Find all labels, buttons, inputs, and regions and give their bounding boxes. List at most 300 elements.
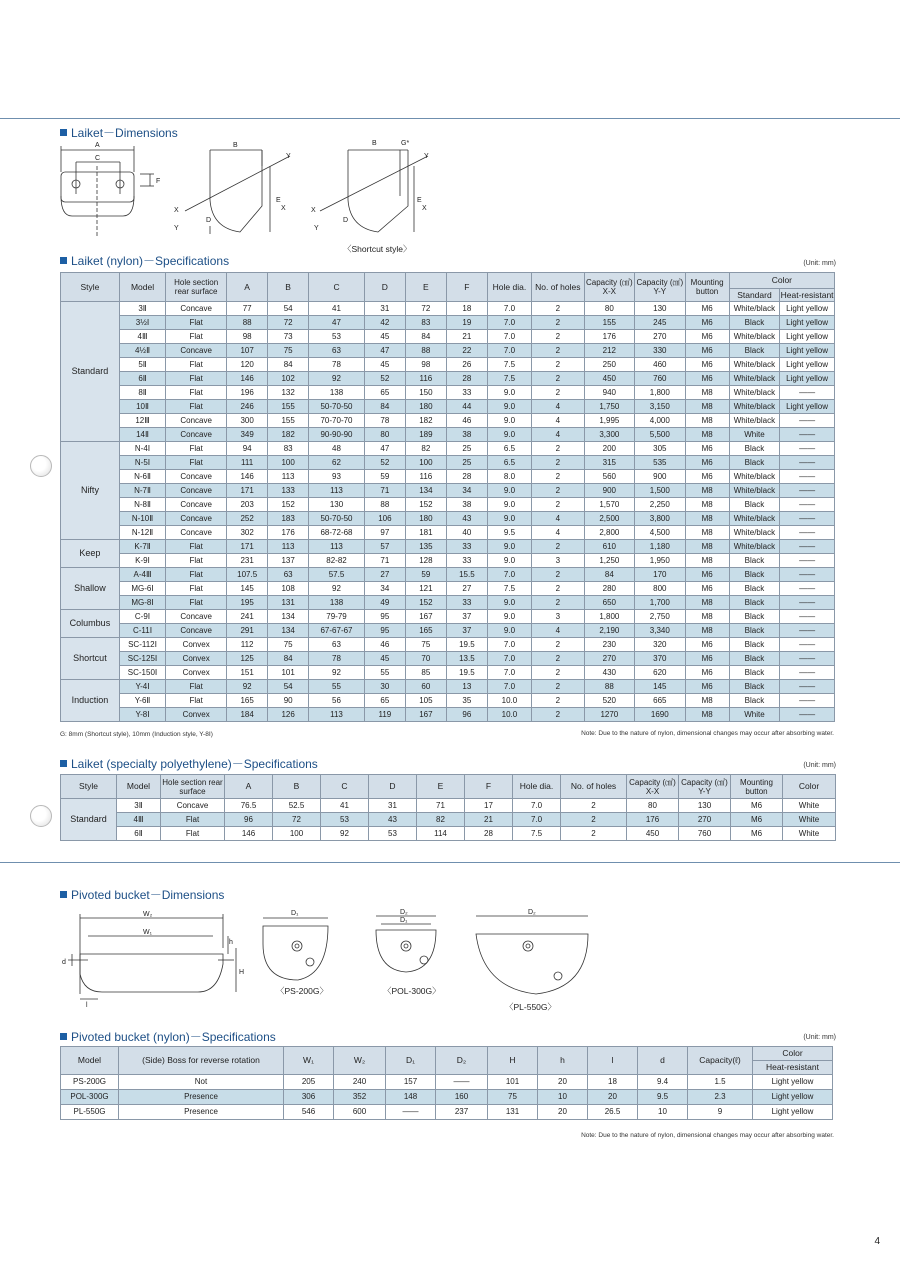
- table-cell: 121: [405, 582, 446, 596]
- table-cell: 56: [309, 694, 365, 708]
- table-cell: 4: [532, 526, 585, 540]
- table-cell: Flat: [161, 813, 225, 827]
- table-cell: M6: [685, 358, 729, 372]
- table-row: [61, 512, 835, 526]
- square-bullet-icon: [60, 257, 67, 264]
- laiket-dimension-diagrams: [50, 136, 430, 258]
- capacity-yy-label: Capacity (㎤) Y-Y: [636, 278, 684, 296]
- table-cell: 610: [584, 540, 634, 554]
- table-cell: K-7Ⅱ: [119, 540, 165, 554]
- table-cell: 45: [364, 330, 405, 344]
- table-cell: 50-70-50: [309, 512, 365, 526]
- table-cell: Flat: [166, 330, 227, 344]
- table-cell: 137: [268, 554, 309, 568]
- table-cell: K-9Ⅰ: [119, 554, 165, 568]
- table-cell: 116: [405, 372, 446, 386]
- table-cell: 2: [532, 708, 585, 722]
- table-cell: 134: [405, 484, 446, 498]
- dim-label-d-pivot: d: [62, 959, 66, 966]
- table-cell: M8: [685, 400, 729, 414]
- table-cell: 28: [446, 470, 487, 484]
- table-cell: 77: [227, 302, 268, 316]
- table-cell: 22: [446, 344, 487, 358]
- table-cell: 9.0: [487, 428, 531, 442]
- table-cell: Flat: [166, 386, 227, 400]
- mounting-button-label: Mounting button: [690, 278, 724, 296]
- table-cell: 63: [268, 568, 309, 582]
- table-cell: 4Ⅲ: [119, 330, 165, 344]
- table-cell: Y-4Ⅰ: [119, 680, 165, 694]
- table-cell: 60: [405, 680, 446, 694]
- table-cell: 212: [584, 344, 634, 358]
- dim-label-d: D: [206, 217, 212, 224]
- table-cell: 1,800: [584, 610, 634, 624]
- pivot-col-header-color: Color: [753, 1047, 833, 1061]
- table-cell: 7.0: [487, 568, 531, 582]
- middle-divider: [0, 862, 900, 863]
- table-cell: 315: [584, 456, 634, 470]
- table-row: [61, 386, 835, 400]
- pe-col-header-capacity-yy: [679, 775, 731, 799]
- table-cell: ――: [780, 694, 835, 708]
- table-cell: 31: [369, 799, 417, 813]
- table-cell: 46: [364, 638, 405, 652]
- ps-200g-caption: 〈PS-200G〉: [276, 986, 328, 996]
- table-cell: White: [783, 799, 836, 813]
- pivot-col-header-d: d: [638, 1047, 688, 1075]
- table-cell: 9.5: [487, 526, 531, 540]
- table-cell: 68-72-68: [309, 526, 365, 540]
- table-cell: 4Ⅲ: [117, 813, 161, 827]
- table-cell: 48: [309, 442, 365, 456]
- table-cell: 196: [227, 386, 268, 400]
- capacity-xx-label: Capacity (㎤) X-X: [586, 278, 633, 296]
- col-header-e: E: [405, 273, 446, 302]
- table-cell: M6: [685, 344, 729, 358]
- dim-label-e: E: [276, 197, 281, 204]
- dim-label-w1: W₁: [143, 929, 152, 936]
- dim-label-y-bottom: Y: [174, 225, 179, 232]
- table-cell: 88: [227, 316, 268, 330]
- style-group-cell: Nifty: [61, 442, 120, 540]
- table-cell: 7.0: [487, 330, 531, 344]
- style-group-cell: Columbus: [61, 610, 120, 638]
- table-cell: Convex: [166, 638, 227, 652]
- table-cell: 176: [584, 330, 634, 344]
- table-cell: 900: [635, 470, 685, 484]
- table-cell: White/black: [729, 414, 779, 428]
- table-cell: 130: [679, 799, 731, 813]
- table-cell: 180: [405, 400, 446, 414]
- table-cell: 71: [364, 484, 405, 498]
- table-cell: 57: [364, 540, 405, 554]
- table-cell: ――: [780, 386, 835, 400]
- table-cell: 76.5: [225, 799, 273, 813]
- table-cell: 146: [227, 372, 268, 386]
- table-cell: 25: [446, 456, 487, 470]
- table-cell: 245: [635, 316, 685, 330]
- table-row: [61, 344, 835, 358]
- table-row: [61, 694, 835, 708]
- table-row: [61, 526, 835, 540]
- table-cell: Light yellow: [780, 302, 835, 316]
- table-cell: 270: [584, 652, 634, 666]
- pivoted-bucket-dimensions-title: Pivoted bucket－Dimensions: [60, 886, 224, 903]
- table-cell: Black: [729, 680, 779, 694]
- pe-col-header-hole-dia: Hole dia.: [513, 775, 561, 799]
- table-cell: 4½Ⅱ: [119, 344, 165, 358]
- table-cell: 13: [446, 680, 487, 694]
- table-row: [61, 638, 835, 652]
- table-cell: 4,500: [635, 526, 685, 540]
- table-cell: Flat: [161, 827, 225, 841]
- table-cell: Black: [729, 652, 779, 666]
- table-cell: 62: [309, 456, 365, 470]
- table-cell: 4: [532, 512, 585, 526]
- pivot-col-header-w1: W₁: [284, 1047, 334, 1075]
- pl-550g-caption: 〈PL-550G〉: [505, 1002, 557, 1012]
- table-cell: 2: [532, 680, 585, 694]
- table-cell: 19.5: [446, 638, 487, 652]
- dim-label-f: F: [156, 178, 161, 185]
- table-cell: ――: [780, 666, 835, 680]
- table-cell: 84: [584, 568, 634, 582]
- laiket-dimensions-title: Laiket－Dimensions: [60, 124, 178, 141]
- table-cell: 2: [532, 316, 585, 330]
- table-cell: 2: [532, 652, 585, 666]
- table-cell: 83: [268, 442, 309, 456]
- table-cell: 92: [321, 827, 369, 841]
- table-cell: M8: [685, 596, 729, 610]
- table-cell: White: [729, 428, 779, 442]
- table-cell: 7.0: [513, 799, 561, 813]
- table-cell: 92: [309, 666, 365, 680]
- table-cell: M6: [685, 680, 729, 694]
- table-cell: 72: [268, 316, 309, 330]
- table-cell: 2: [532, 694, 585, 708]
- table-cell: M8: [685, 386, 729, 400]
- dim-label-d-shortcut: D: [343, 217, 349, 224]
- top-divider: [0, 118, 900, 119]
- table-cell: 620: [635, 666, 685, 680]
- table-cell: Concave: [166, 414, 227, 428]
- table-cell: M6: [685, 456, 729, 470]
- table-cell: 760: [635, 372, 685, 386]
- table-cell: 3: [532, 610, 585, 624]
- table-cell: 80: [627, 799, 679, 813]
- table-cell: 460: [635, 358, 685, 372]
- table-cell: Light yellow: [780, 358, 835, 372]
- table-cell: 6Ⅱ: [119, 372, 165, 386]
- col-header-mounting-button: [685, 273, 729, 302]
- table-cell: Black: [729, 442, 779, 456]
- table-row: [61, 610, 835, 624]
- table-cell: 2: [532, 540, 585, 554]
- table-cell: 59: [364, 470, 405, 484]
- table-cell: 98: [405, 358, 446, 372]
- table-cell: Flat: [166, 316, 227, 330]
- table-cell: 155: [268, 414, 309, 428]
- table-row: [61, 470, 835, 484]
- table-cell: 95: [364, 610, 405, 624]
- table-cell: Black: [729, 610, 779, 624]
- table-cell: 2: [532, 302, 585, 316]
- table-cell: 230: [584, 638, 634, 652]
- table-cell: PL-550G: [61, 1105, 119, 1120]
- table-cell: 7.0: [487, 666, 531, 680]
- pivot-col-header-model: Model: [61, 1047, 119, 1075]
- table-cell: 67-67-67: [309, 624, 365, 638]
- table-cell: 52: [364, 372, 405, 386]
- table-cell: 6.5: [487, 456, 531, 470]
- table-cell: 47: [309, 316, 365, 330]
- table-cell: Convex: [166, 652, 227, 666]
- table-cell: 1270: [584, 708, 634, 722]
- table-cell: Concave: [161, 799, 225, 813]
- table-cell: 1,570: [584, 498, 634, 512]
- table-cell: 9.5: [638, 1090, 688, 1105]
- table-cell: 7.0: [487, 680, 531, 694]
- unit-label: (Unit: mm): [803, 260, 836, 267]
- table-cell: 71: [417, 799, 465, 813]
- table-cell: 9.0: [487, 498, 531, 512]
- table-cell: 34: [364, 582, 405, 596]
- table-cell: 240: [334, 1075, 386, 1090]
- table-cell: 270: [635, 330, 685, 344]
- table-row: [61, 624, 835, 638]
- table-cell: 84: [405, 330, 446, 344]
- table-cell: 2: [532, 638, 585, 652]
- binder-hole-icon: [30, 455, 52, 477]
- dim-label-b: B: [233, 142, 238, 149]
- table-cell: 105: [405, 694, 446, 708]
- unit-label: (Unit: mm): [803, 762, 836, 769]
- table-cell: 9.0: [487, 610, 531, 624]
- table-cell: 7.0: [487, 638, 531, 652]
- table-cell: SC-125Ⅰ: [119, 652, 165, 666]
- table-cell: 4: [532, 400, 585, 414]
- table-cell: White/black: [729, 386, 779, 400]
- dim-label-h-small: h: [229, 939, 233, 946]
- table-cell: 88: [364, 498, 405, 512]
- table-cell: 8.0: [487, 470, 531, 484]
- table-cell: 4: [532, 624, 585, 638]
- table-cell: M6: [685, 372, 729, 386]
- table-cell: 84: [364, 400, 405, 414]
- pe-col-header-capacity-xx: [627, 775, 679, 799]
- table-cell: 41: [321, 799, 369, 813]
- table-cell: 167: [405, 708, 446, 722]
- table-cell: 71: [364, 554, 405, 568]
- table-cell: 54: [268, 680, 309, 694]
- col-header-color-standard: Standard: [729, 289, 779, 302]
- table-cell: 26.5: [588, 1105, 638, 1120]
- table-cell: Flat: [166, 442, 227, 456]
- table-cell: 183: [268, 512, 309, 526]
- table-cell: ――: [780, 470, 835, 484]
- table-cell: ――: [780, 498, 835, 512]
- table-cell: ――: [780, 442, 835, 456]
- table-cell: M8: [685, 708, 729, 722]
- pe-hole-section-label: Hole section rear surface: [162, 777, 223, 796]
- table-cell: 200: [584, 442, 634, 456]
- table-cell: 6Ⅱ: [117, 827, 161, 841]
- table-cell: 1,700: [635, 596, 685, 610]
- table-cell: 84: [268, 652, 309, 666]
- pe-col-header-e: E: [417, 775, 465, 799]
- pivoted-bucket-nylon-specs-title: Pivoted bucket (nylon)－Specifications: [60, 1028, 276, 1045]
- table-cell: 2: [532, 596, 585, 610]
- table-cell: 176: [268, 526, 309, 540]
- table-cell: 9.0: [487, 400, 531, 414]
- table-cell: Flat: [166, 568, 227, 582]
- table-cell: White/black: [729, 526, 779, 540]
- table-cell: 100: [405, 456, 446, 470]
- table-cell: White: [729, 708, 779, 722]
- table-row: [61, 498, 835, 512]
- table-cell: 20: [538, 1075, 588, 1090]
- table-cell: 330: [635, 344, 685, 358]
- table-cell: 101: [488, 1075, 538, 1090]
- table-cell: 38: [446, 428, 487, 442]
- table-cell: MG-6Ⅰ: [119, 582, 165, 596]
- col-header-d: D: [364, 273, 405, 302]
- table-cell: 41: [309, 302, 365, 316]
- table-cell: 252: [227, 512, 268, 526]
- dim-label-e-shortcut: E: [417, 197, 422, 204]
- table-cell: M6: [685, 652, 729, 666]
- table-cell: Flat: [166, 582, 227, 596]
- table-cell: M6: [685, 568, 729, 582]
- table-cell: M8: [685, 414, 729, 428]
- table-cell: Black: [729, 694, 779, 708]
- dim-label-x-shortcut: X: [311, 207, 316, 214]
- table-cell: 98: [227, 330, 268, 344]
- table-row: [61, 799, 836, 813]
- table-cell: 19: [446, 316, 487, 330]
- dim-label-x-right: X: [281, 205, 286, 212]
- table-cell: White/black: [729, 330, 779, 344]
- table-row: [61, 400, 835, 414]
- table-cell: M6: [685, 666, 729, 680]
- table-cell: Black: [729, 568, 779, 582]
- table-cell: M8: [685, 540, 729, 554]
- pe-capacity-yy-label: Capacity (㎤) Y-Y: [681, 777, 728, 796]
- table-cell: ――: [780, 680, 835, 694]
- pe-col-header-color: Color: [783, 775, 836, 799]
- table-cell: ――: [780, 512, 835, 526]
- table-cell: 42: [364, 316, 405, 330]
- table-cell: ――: [780, 708, 835, 722]
- dim-label-a: A: [95, 142, 100, 149]
- table-cell: 113: [268, 470, 309, 484]
- table-cell: M6: [731, 827, 783, 841]
- table-cell: 146: [225, 827, 273, 841]
- table-cell: 2: [532, 456, 585, 470]
- table-cell: 4: [532, 414, 585, 428]
- table-cell: M8: [685, 428, 729, 442]
- table-cell: 3,340: [635, 624, 685, 638]
- table-cell: 59: [405, 568, 446, 582]
- table-cell: 80: [584, 302, 634, 316]
- table-cell: Flat: [166, 358, 227, 372]
- table-cell: 9.0: [487, 554, 531, 568]
- table-cell: 160: [436, 1090, 488, 1105]
- table-cell: 450: [627, 827, 679, 841]
- table-cell: White/black: [729, 512, 779, 526]
- table-cell: M8: [685, 610, 729, 624]
- table-row: [61, 330, 835, 344]
- table-cell: 33: [446, 540, 487, 554]
- table-cell: Flat: [166, 680, 227, 694]
- table-cell: 82-82: [309, 554, 365, 568]
- dim-label-d1-pol: D₁: [400, 917, 408, 924]
- page-number: 4: [874, 1236, 880, 1247]
- table-cell: 2: [532, 582, 585, 596]
- table-cell: 171: [227, 540, 268, 554]
- table-cell: N-4Ⅰ: [119, 442, 165, 456]
- table-row: [61, 596, 835, 610]
- table-cell: 3½Ⅰ: [119, 316, 165, 330]
- table-cell: 55: [309, 680, 365, 694]
- table-cell: 302: [227, 526, 268, 540]
- table-cell: Flat: [166, 372, 227, 386]
- table-row: [61, 428, 835, 442]
- table-row: [61, 652, 835, 666]
- table-cell: 54: [268, 302, 309, 316]
- table-cell: SC-150Ⅰ: [119, 666, 165, 680]
- table-cell: Black: [729, 554, 779, 568]
- table-cell: 113: [268, 540, 309, 554]
- table-cell: 181: [405, 526, 446, 540]
- table-cell: 27: [364, 568, 405, 582]
- table-cell: 46: [446, 414, 487, 428]
- table-cell: 116: [405, 470, 446, 484]
- table-cell: 2: [561, 827, 627, 841]
- table-cell: 108: [268, 582, 309, 596]
- table-cell: 7.0: [487, 652, 531, 666]
- col-header-style: Style: [61, 273, 120, 302]
- pe-col-header-hole-section: [161, 775, 225, 799]
- table-cell: 1,250: [584, 554, 634, 568]
- table-cell: 83: [405, 316, 446, 330]
- table-cell: 70: [405, 652, 446, 666]
- table-cell: M8: [685, 526, 729, 540]
- table-cell: 2,800: [584, 526, 634, 540]
- table-cell: 10.0: [487, 694, 531, 708]
- table-cell: 3: [532, 554, 585, 568]
- dim-label-d2-pl: D₂: [528, 909, 536, 916]
- table-cell: 520: [584, 694, 634, 708]
- table-cell: Concave: [166, 344, 227, 358]
- table-cell: 2,190: [584, 624, 634, 638]
- laiket-pe-spec-table: [60, 774, 836, 841]
- table-cell: ――: [386, 1105, 436, 1120]
- pe-col-header-f: F: [465, 775, 513, 799]
- table-cell: 300: [227, 414, 268, 428]
- table-row: [61, 554, 835, 568]
- col-header-hole-dia: Hole dia.: [487, 273, 531, 302]
- pivot-col-header-boss: (Side) Boss for reverse rotation: [119, 1047, 284, 1075]
- table-row: [61, 827, 836, 841]
- table-cell: Light yellow: [780, 330, 835, 344]
- table-cell: Concave: [166, 428, 227, 442]
- table-cell: 9: [688, 1105, 753, 1120]
- table-cell: 63: [309, 344, 365, 358]
- table-cell: 80: [364, 428, 405, 442]
- table-cell: M8: [685, 694, 729, 708]
- table-cell: 1,180: [635, 540, 685, 554]
